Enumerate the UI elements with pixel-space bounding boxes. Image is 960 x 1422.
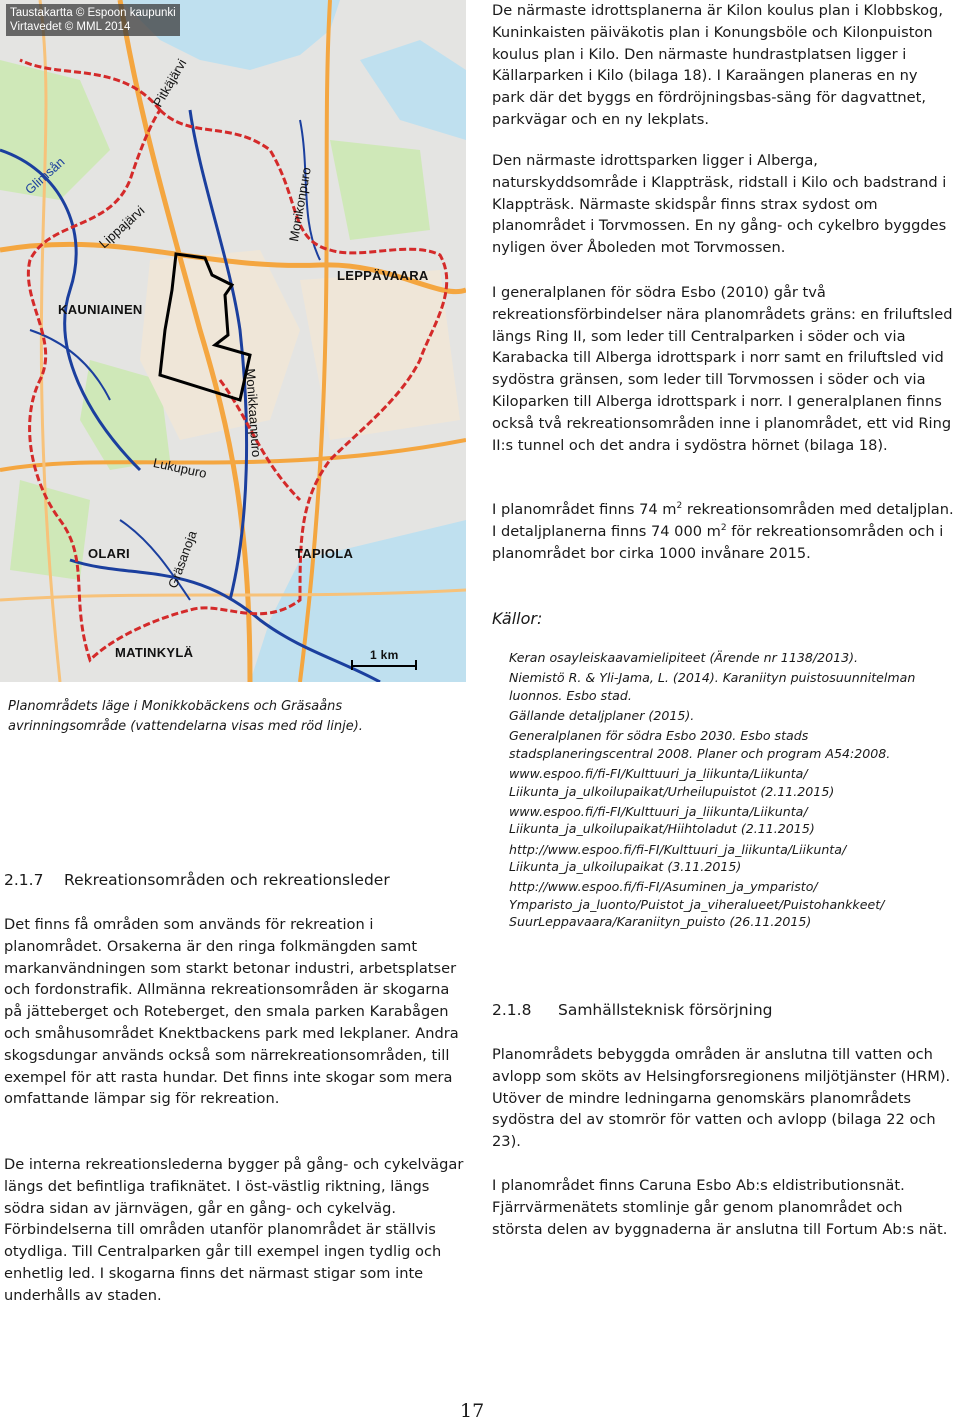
reference-item: Gällande detaljplaner (2015).: [509, 707, 695, 723]
map-credit: [6, 4, 180, 36]
section-218-paragraph: [492, 1044, 954, 1153]
reference-item: http://www.espoo.fi/fi-FI/Kulttuuri_ja_liikunta/Liikunta/ Liikunta_ja_ulkoilupaikat (3.11.2015): [509, 841, 847, 875]
reference-item: www.espoo.fi/fi-FI/Kulttuuri_ja_liikunta/Liikunta/ Liikunta_ja_ulkoilupaikat/Urheilupuistot (2.11.2015): [509, 765, 835, 799]
paragraph-text: De närmaste idrottsplanerna är Kilon koulus plan i Klobbskog, Kuninkaisten päiväkotis plan i Konungsböle och Kilonpuiston koulus plan i Kilo. Den närmaste hundrastplatsen ligger i Källarparken i Kilo (bilaga 18). I Karaängen planeras en ny park där det byggs en fördröjningsbas-säng för dagvattnet, parkvägar och en ny lekplats.: [492, 2, 943, 128]
reference-item: Keran osayleiskaavamielipiteet (Ärende nr 1138/2013).: [509, 650, 859, 665]
paragraph-sports-fields: [492, 0, 954, 131]
river-label-glimsan: Glimsån: [22, 154, 68, 198]
section-218-paragraph: [492, 1175, 954, 1240]
paragraph-recreation-area: [492, 499, 954, 564]
page-number: 17: [460, 1400, 485, 1422]
section-217-paragraph: [4, 1154, 466, 1307]
section-217-paragraph: [4, 914, 464, 1110]
superscript: 2: [676, 501, 683, 512]
river-label-lippajarvi: Lippajärvi: [96, 202, 148, 252]
section-number: 2.1.8: [492, 1001, 532, 1019]
river-label-monikkaanpuro: Monikkaanpuro: [243, 368, 265, 458]
river-label-pitkajarvi: Pitkäjärvi: [150, 56, 190, 110]
place-label-matinkyla: MATINKYLÄ: [115, 645, 194, 660]
text-part: I planområdet finns 74 m: [492, 501, 677, 518]
map-caption: Planområdets läge i Monikkobäckens och Gräsaåns avrinningsområde (vattendelarna visas med röd linje).: [8, 699, 363, 734]
paragraph-sports-park: [492, 150, 954, 259]
superscript: 2: [720, 522, 727, 533]
green-area: [330, 140, 430, 240]
paragraph-text: Planområdets bebyggda områden är anslutna till vatten och avlopp som sköts av Helsingforsregionens miljötjänster (HRM). Utöver de mindre ledningarna genomskärs planområdets sydöstra del av stomrör för vatten och avlopp (bilaga 22 och 23).: [492, 1046, 951, 1151]
paragraph-text: [492, 499, 954, 564]
section-heading-218: [492, 1001, 773, 1019]
section-title: Samhällsteknisk försörjning: [558, 1001, 773, 1019]
watershed-map: [0, 0, 466, 682]
place-label-leppavaara: LEPPÄVAARA: [337, 268, 429, 283]
river-label-monikonpuro: Monikonpuro: [286, 165, 314, 243]
reference-item: www.espoo.fi/fi-FI/Kulttuuri_ja_liikunta/Liikunta/ Liikunta_ja_ulkoilupaikat/Hiihtoladut (2.11.2015): [509, 803, 815, 837]
river-label-lukupuro: Lukupuro: [151, 455, 209, 481]
sources-title: Källor:: [492, 609, 543, 628]
text-part: för rekreationsområden och i planområdet bor cirka 1000 invånare 2015.: [492, 522, 944, 562]
section-heading-217: [4, 871, 390, 889]
scale-label: 1 km: [370, 648, 399, 662]
section-title: Rekreationsområden och rekreationsleder: [64, 871, 390, 889]
section-number: 2.1.7: [4, 871, 44, 889]
map-credit-line: Virtavedet © MML 2014: [10, 21, 131, 33]
paragraph-general-plan: [492, 282, 954, 456]
map-credit-line: Taustakartta © Espoon kaupunki: [10, 7, 176, 19]
paragraph-text: Den närmaste idrottsparken ligger i Alberga, naturskyddsområde i Klappträsk, ridstall i Kilo och badstrand i Klappträsk. Närmaste skidspår finns strax sydost om planområdet i Torvmossen. En ny gång- och cykelbro byggdes nyligen över Åboleden mot Torvmossen.: [492, 152, 947, 257]
paragraph-text: I generalplanen för södra Esbo (2010) går två rekreationsförbindelser nära planområdets gräns: en friluftsled längs Ring II, som leder till Centralparken i söder och via Karabacka till Alberga idrottspark i norr samt en friluftsled vid sydöstra gränsen, som leder till Torvmossen i söder och via Kiloparken till Alberga idrottspark i norr. I generalplanen finns också två rekreationsområden inne i planområdet, ett vid Ring II:s tunnel och det andra i sydöstra hörnet (bilaga 18).: [492, 284, 953, 454]
paragraph-text: Det finns få områden som används för rekreation i planområdet. Orsakerna är den ringa folkmängden samt markanvändningen som starkt betonar industri, arbetsplatser och fordonstrafik. Allmänna rekreationsområden är skogarna på jätteberget och Roteberget, den smala parken Karabågen och småhusområdet Knektbackens park med lekplaner. Andra skogsdungar används också som närrekreationsområden, till exempel för att rasta hundar. Det finns inte skogar som mera omfattande lämpar sig för rekreation.: [4, 916, 459, 1108]
place-label-olari: OLARI: [88, 546, 130, 561]
reference-item: http://www.espoo.fi/fi-FI/Asuminen_ja_ymparisto/ Ymparisto_ja_luonto/Puistot_ja_viheralueet/Puistohankkeet/ SuurLeppavaara/Karaniityn_puisto (26.11.2015): [509, 879, 885, 930]
reference-list: [509, 649, 949, 934]
water-shape: [360, 40, 466, 140]
paragraph-text: I planområdet finns Caruna Esbo Ab:s eldistributionsnät. Fjärrvärmenätets stomlinje går genom planområdet och största delen av byggnaderna är anslutna till Fortum Ab:s nät.: [492, 1177, 948, 1238]
text-part: rekreationsområden med detaljplan. I detaljplanerna finns 74 000 m: [492, 501, 954, 540]
place-label-tapiola: TAPIOLA: [295, 546, 354, 561]
paragraph-text: De interna rekreationslederna bygger på gång- och cykelvägar längs det befintliga trafiknätet. I öst-västlig riktning, längs södra sidan av järnvägen, går en gång- och cykelväg. Förbindelserna till områden utanför planområdet är ställvis otydliga. Till Centralparken går till exempel ingen tydlig och enhetlig led. I skogarna finns det närmast stigar som inte underhålls av staden.: [4, 1156, 464, 1304]
place-label-kauniainen: KAUNIAINEN: [58, 302, 143, 317]
map-graphic: [0, 0, 466, 682]
river-label-grasanoja: Gräsanoja: [165, 528, 200, 591]
sea-shape: [250, 520, 466, 682]
green-area: [0, 60, 110, 200]
reference-item: Generalplanen för södra Esbo 2030. Esbo stads stadsplaneringscentral 2008. Planer och program A54:2008.: [509, 728, 891, 761]
reference-item: Niemistö R. & Yli-Jama, L. (2014). Karaniityn puistosuunnitelman luonnos. Esbo stad.: [509, 670, 916, 703]
